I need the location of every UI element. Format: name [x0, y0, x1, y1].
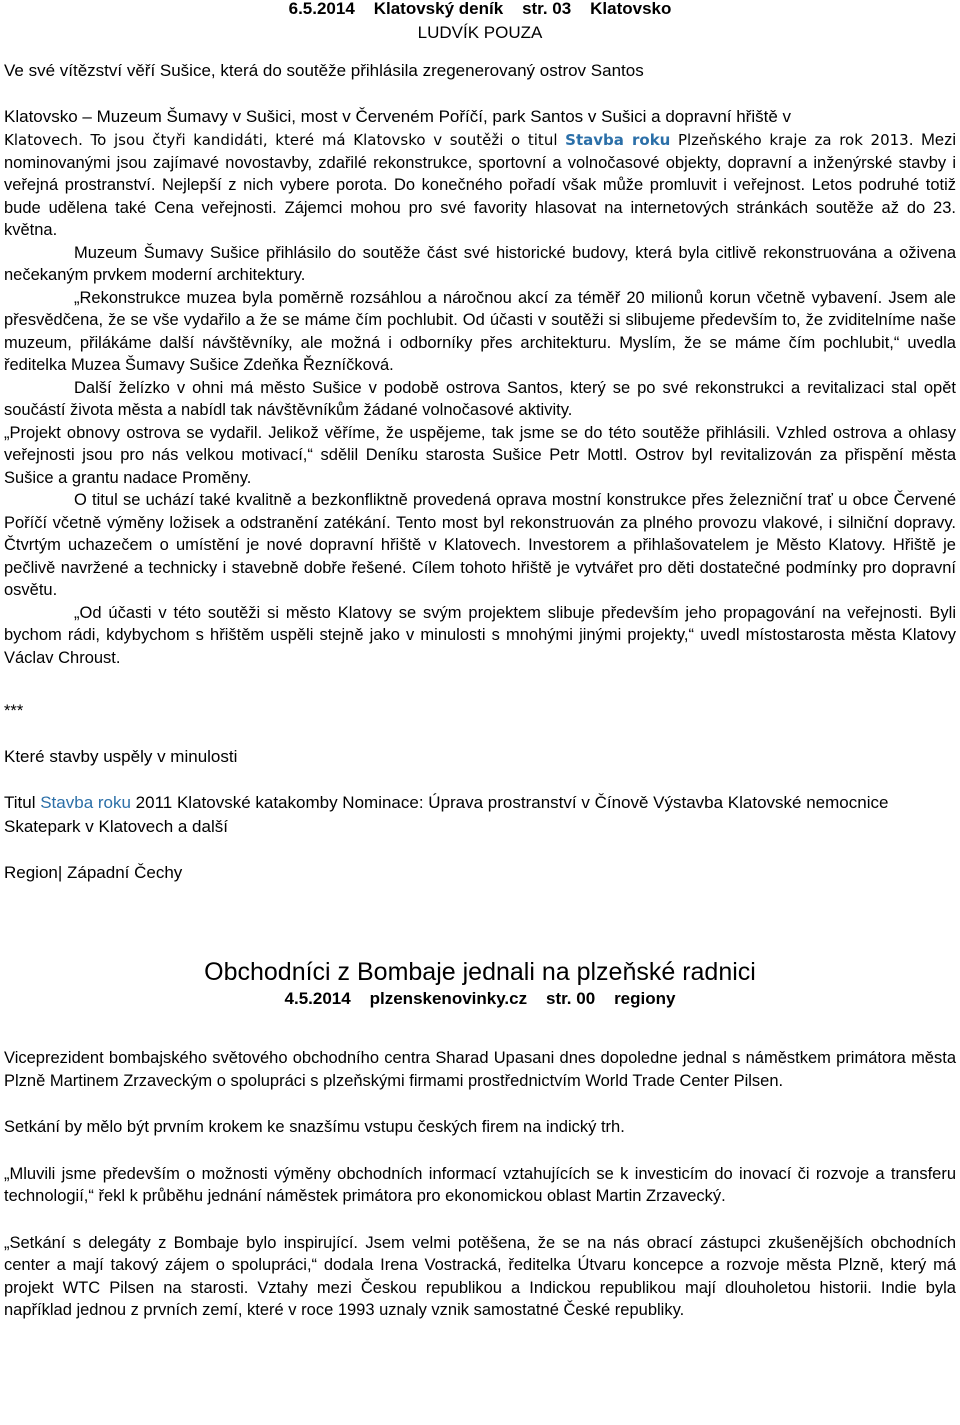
paragraph: Setkání by mělo být prvním krokem ke snazšímu vstupu českých firem na indický trh. [4, 1118, 625, 1136]
paragraph: „Setkání s delegáty z Bombaje bylo inspirující. Jsem velmi potěšena, že se na nás obrací zástupci zkušenějších obchodních center a mají takový zájem o spolupráci,“ dodala Irena Vostracká, ředitelka Útvaru koncepce a rozvoje města Plzně, který má projekt WTC Pilsen na starosti. Vztahy mezi Českou republikou a Indickou republikou mají dlouholetou historii. Indie byla například jednou z prvních zemí, které v roce 1993 uznaly vznik samostatné České republiky. [4, 1233, 956, 1319]
article-header [0, 0, 960, 21]
article-page: str. 03 [522, 0, 572, 18]
past-winners-list: 2011 Klatovské katakomby Nominace: Úprava prostranství v Čínově Výstavba Klatovské nemocnice Skatepark v Klatovech a další [4, 793, 889, 836]
paragraph: „Rekonstrukce muzea byla poměrně rozsáhlou a náročnou akcí za téměř 20 milionů korun včetně vybavení. Jsem ale přesvědčena, že se vše vydařilo a že se máme čím pochlubit. Od účasti v soutěži si slibujeme především to, že zviditelníme naše muzeum, přilákáme další návštěvníky, ale možná i odborníky přes architekturu. Myslím, že se máme čím pochlubit,“ uvedla ředitelka Muzea Šumavy Sušice Zdeňka Řezníčková. [4, 288, 956, 374]
stavba-roku-link[interactable]: Stavba roku [565, 131, 671, 149]
paragraph: „Projekt obnovy ostrova se vydařil. Jelikož věříme, že uspějeme, tak jsme se do této soutěže přihlásili. Vzhled ostrova a ohlasy veřejnosti jsou pro nás velkou motivací,“ sdělil Deníku starosta Sušice Petr Mottl. Ostrov byl revitalizován za přispění města Sušice a grantu nadace Proměny. [4, 423, 956, 487]
paragraph: Viceprezident bombajského světového obchodního centra Sharad Upasani dnes dopoledne jednal s náměstkem primátora města Plzně Martinem Zrzaveckým o spolupráci s plzeňskými firmami prostřednictvím World Trade Center Pilsen. [4, 1049, 956, 1090]
paragraph: O titul se uchází také kvalitně a bezkonfliktně provedená oprava mostní konstrukce přes železniční trať u obce Červené Poříčí včetně výměny ložisek a odstranění zatékání. Tento most byl rekonstruován za plného provozu vlakové, i silniční dopravy. Čtvrtým uchazečem o umístění je nové dopravní hřiště v Klatovech. Investorem a přihlašovatelem je Město Klatovy. Hřiště je pečlivě navržené a technicky i stavebně dobře řešené. Cílem tohoto hřiště je vytvářet pro děti dostatečné podmínky pro dopravní osvětu. [4, 491, 956, 599]
article-source: Klatovský deník [373, 0, 504, 18]
article-tags-line: Klatovsko – Muzeum Šumavy v Sušici, most v Červeném Poříčí, park Santos v Sušici a dopravní hřiště v [4, 107, 792, 126]
region-label: Region| Západní Čechy [4, 863, 183, 882]
article-author: LUDVÍK POUZA [417, 23, 543, 42]
paragraph: „Od účasti v této soutěži si město Klatovy se svým projektem slibuje především jeho propagování na veřejnosti. Byli bychom rádi, kdybychom s hřištěm uspěli stejně jako v minulosti s mnohými jinými projekty,“ uvedl místostarosta města Klatovy Václav Chroust. [4, 603, 956, 667]
paragraph: „Mluvili jsme především o možnosti výměny obchodních informací vztahujících se k investicím do inovací či rozvoje a transferu technologií,“ řekl k průběhu jednání náměstek primátora pro ekonomickou oblast Martin Zrzavecký. [4, 1164, 956, 1205]
article2-section: regiony [614, 989, 676, 1008]
article-section: Klatovsko [590, 0, 672, 18]
paragraph-intro-text-3: Mezi nominovanými jsou zajímavé novostavby, zdařilé rekonstrukce, sportovní a volnočasové objekty, dopravní a inženýrské stavby i veřejná prostranství. Nejlepší z nich vybere porota. Do konečného pořadí však může promluvit i veřejnost. Letos podruhé totiž bude udělena také Cena veřejnosti. Zájemci mohou pro své favority hlasovat na internetových stránkách soutěže až do 23. května. [4, 131, 956, 239]
article-title: Ve své vítězství věří Sušice, která do soutěže přihlásila zregenerovaný ostrov Santos [4, 61, 644, 80]
past-heading: Které stavby uspěly v minulosti [4, 747, 238, 766]
past-winners [4, 791, 956, 839]
article2-date: 4.5.2014 [284, 989, 351, 1008]
stavba-roku-link-2[interactable]: Stavba roku [40, 793, 131, 812]
past-winners-label: Titul [4, 793, 41, 812]
paragraph-intro [4, 129, 956, 242]
article2-header [0, 987, 960, 1011]
separator-stars: *** [4, 702, 24, 720]
article2-page: str. 00 [546, 989, 596, 1008]
paragraph: Muzeum Šumavy Sušice přihlásilo do soutěže část své historické budovy, která byla citlivě rekonstruována a oživena nečekaným prvkem moderní architektury. [4, 243, 956, 284]
article2-title: Obchodníci z Bombaje jednali na plzeňské radnici [204, 958, 756, 986]
article-date: 6.5.2014 [288, 0, 355, 18]
paragraph-intro-text-2: Plzeňského kraje za rok 2013. [670, 131, 922, 149]
paragraph: Další želízko v ohni má město Sušice v podobě ostrova Santos, který se po své rekonstrukci a revitalizaci stal opět součástí života města a nabídl tak návštěvníkům žádané volnočasové aktivity. [4, 378, 956, 419]
article2-source: plzenskenovinky.cz [369, 989, 528, 1008]
paragraph-intro-text: Klatovech. To jsou čtyři kandidáti, které má Klatovsko v soutěži o titul [4, 131, 566, 149]
